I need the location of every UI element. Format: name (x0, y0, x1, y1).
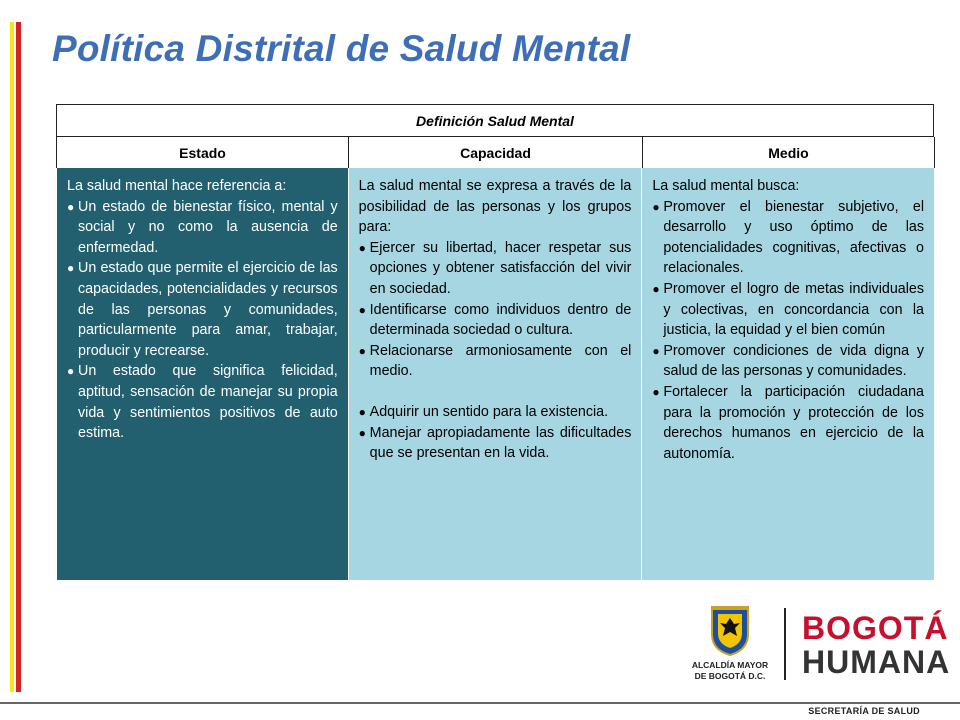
bullet-icon: ● (358, 240, 366, 255)
bogota-logo-line1: BOGOTÁ (802, 610, 949, 646)
bullet-icon: ● (67, 261, 75, 276)
bogota-logo-line2: HUMANA (802, 644, 951, 680)
definition-table (56, 104, 934, 580)
table-caption: Definición Salud Mental (56, 104, 934, 136)
cell-estado (57, 168, 349, 580)
bullet-icon: ● (652, 384, 660, 399)
spacer (359, 382, 632, 402)
list-item: ● Promover condiciones de vida digna y salud de las personas y comunidades. (652, 341, 924, 382)
bullet-icon: ● (652, 281, 660, 296)
header-capacidad: Capacidad (349, 137, 643, 168)
cell-capacidad (349, 168, 643, 580)
bullet-icon: ● (652, 343, 660, 358)
table-header-row (56, 136, 934, 168)
medio-intro: La salud mental busca: (652, 178, 800, 194)
list-item: ● Relacionarse armoniosamente con el medio. (359, 341, 632, 382)
bullet-icon: ● (358, 425, 366, 440)
bullet-icon: ● (67, 364, 75, 379)
coat-of-arms-icon (708, 606, 752, 656)
footer-divider (0, 702, 960, 704)
slide-title: Política Distrital de Salud Mental (52, 28, 631, 69)
table-body-row (56, 168, 934, 580)
alcaldia-label: ALCALDÍA MAYOR DE BOGOTÁ D.C. (691, 660, 769, 681)
left-accent-bar-yellow (10, 22, 14, 692)
list-item: ● Un estado que significa felicidad, aptitud, sensación de manejar su propia vida y sentimientos positivos de auto estima. (67, 361, 338, 443)
list-item: ● Un estado que permite el ejercicio de las capacidades, potencialidades y recursos de las personas y comunidades, particularmente para amar, trabajar, producir y recrearse. (67, 258, 338, 361)
footer-logos (680, 606, 951, 694)
list-item: ● Un estado de bienestar físico, mental y social y no como la ausencia de enfermedad. (67, 197, 338, 259)
bullet-icon: ● (652, 199, 660, 214)
logo-divider (784, 608, 786, 680)
list-item: ● Promover el logro de metas individuales y colectivas, en concordancia con la justicia, la equidad y el bien común (652, 279, 924, 341)
list-item: ● Adquirir un sentido para la existencia. (359, 402, 632, 423)
bullet-icon: ● (67, 199, 75, 214)
cell-medio (642, 168, 934, 580)
header-medio: Medio (643, 137, 935, 168)
bullet-icon: ● (358, 343, 366, 358)
list-item: ● Identificarse como individuos dentro de determinada sociedad o cultura. (359, 300, 632, 341)
left-accent-bar-red (16, 22, 21, 692)
estado-intro: La salud mental hace referencia a: (67, 178, 287, 194)
capacidad-intro: La salud mental se expresa a través de la posibilidad de las personas y los grupos para: (358, 178, 632, 236)
bullet-icon: ● (358, 404, 366, 419)
list-item: ● Promover el bienestar subjetivo, el desarrollo y uso óptimo de las potencialidades cognitivas, afectivas o relacionales. (652, 197, 924, 279)
bullet-icon: ● (358, 302, 366, 317)
secretaria-label: SECRETARÍA DE SALUD (808, 706, 920, 716)
list-item: ● Manejar apropiadamente las dificultades que se presentan en la vida. (359, 423, 632, 464)
list-item: ● Fortalecer la participación ciudadana para la promoción y protección de los derechos humanos en ejercicio de la autonomía. (652, 382, 924, 464)
header-estado: Estado (57, 137, 349, 168)
list-item: ● Ejercer su libertad, hacer respetar sus opciones y obtener satisfacción del vivir en sociedad. (359, 238, 632, 300)
